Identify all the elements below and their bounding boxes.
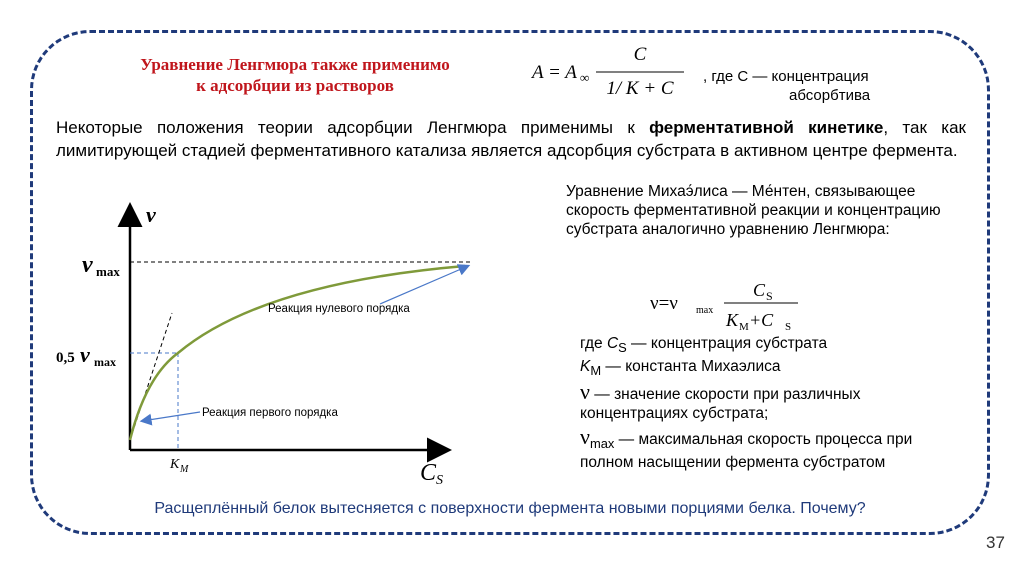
half-vmax-label-prefix: 0,5 bbox=[56, 350, 75, 366]
langmuir-inf: ∞ bbox=[580, 70, 590, 85]
def-v: ν — значение скорости при различных bbox=[580, 379, 861, 405]
zero-order-label: Реакция нулевого порядка bbox=[268, 303, 410, 315]
michaelis-menten-chart bbox=[56, 200, 480, 490]
km-label-sub: M bbox=[180, 464, 189, 475]
vmax-label-sub: max bbox=[96, 264, 120, 279]
bottom-question: Расщеплённый белок вытесняется с поверхности фермента новыми порциями белка. Почему? bbox=[154, 500, 866, 517]
equation-note-line-2: абсорбтива bbox=[789, 87, 871, 104]
langmuir-equation bbox=[530, 40, 690, 100]
michaelis-description: Уравнение Михаэ́лиса — Ме́нтен, связывающее скорость ферментативной реакции и концентрацию субстрата аналогично уравнению Ленгмюра: bbox=[566, 183, 941, 238]
langmuir-denominator: 1/ K + C bbox=[606, 78, 674, 99]
michaelis-equation bbox=[650, 278, 820, 338]
mm-den-k-sub: M bbox=[739, 321, 749, 333]
half-vmax-label-sub: max bbox=[94, 355, 116, 369]
mm-sub: max bbox=[696, 305, 714, 316]
def-vmax: $\nu_{max}$ — максимальная скорость процесса при bbox=[580, 424, 913, 452]
def-v-2: концентрациях субстрата; bbox=[580, 405, 769, 423]
slide-title bbox=[95, 54, 495, 96]
para-bold: ферментативной кинетике bbox=[649, 118, 884, 137]
definitions-list bbox=[580, 334, 980, 472]
equation-note-line-1: , где C — концентрация bbox=[703, 68, 869, 85]
mm-den-k: K bbox=[726, 310, 739, 330]
def-cs: где $C_S$ — концентрация субстрата bbox=[580, 335, 828, 356]
mm-num: C bbox=[753, 280, 766, 300]
first-order-arrow bbox=[142, 412, 200, 421]
mm-den-c-sub: S bbox=[785, 321, 792, 333]
page-number: 37 bbox=[986, 533, 1005, 552]
x-axis-label: C bbox=[420, 460, 437, 486]
def-km: $K_M$ — константа Михаэлиса bbox=[580, 358, 781, 379]
title-line-1: Уравнение Ленгмюра также применимо bbox=[140, 55, 450, 74]
km-label: K bbox=[170, 457, 180, 472]
mm-den-plus: +C bbox=[749, 310, 774, 330]
para-before: Некоторые положения теории адсорбции Ленгмюра применимы к bbox=[56, 118, 650, 137]
first-order-label: Реакция первого порядка bbox=[202, 407, 338, 419]
x-axis-label-sub: S bbox=[436, 473, 443, 488]
mm-lhs: ν=ν bbox=[650, 293, 678, 314]
def-vmax-2: полном насыщении фермента субстратом bbox=[580, 454, 886, 472]
half-vmax-label: ν bbox=[80, 342, 90, 367]
title-line-2: к адсорбции из растворов bbox=[196, 76, 394, 95]
intro-paragraph bbox=[56, 116, 966, 162]
langmuir-numerator: C bbox=[633, 44, 647, 65]
zero-order-arrow bbox=[380, 266, 468, 304]
vmax-label: ν bbox=[82, 252, 93, 278]
equation-note bbox=[703, 67, 870, 105]
para-after: , так как лимитирующей стадией ферментативного катализа является адсорбция субстрата в активном центре фермента. bbox=[56, 118, 966, 160]
mm-num-sub: S bbox=[766, 289, 773, 303]
langmuir-lhs: A = A bbox=[532, 62, 577, 83]
y-axis-label: ν bbox=[146, 202, 156, 227]
